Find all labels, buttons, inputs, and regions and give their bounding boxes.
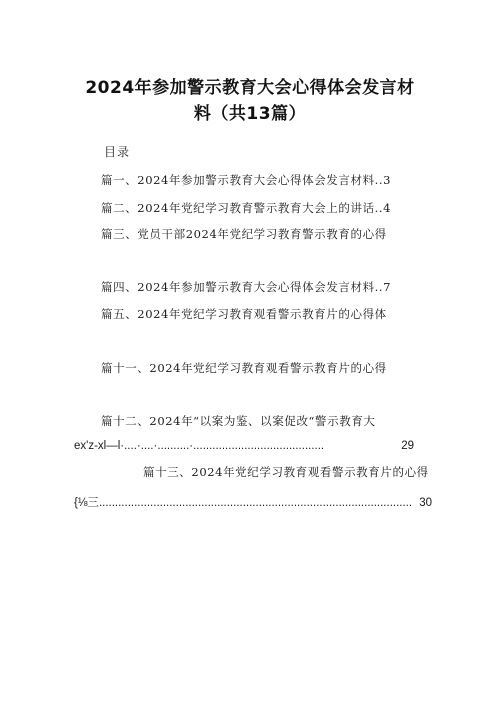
toc-entry-1[interactable]: 篇一、2024年参加警示教育大会心得体会发言材料..3: [101, 173, 392, 187]
toc-entry-13[interactable]: 篇十三、2024年党纪学习教育观看警示教育片的心得: [143, 465, 429, 479]
toc-entry-13-cont-text: {⅛三: [74, 497, 99, 509]
toc-entry-12-page-number: 29: [401, 440, 414, 452]
toc-entry-12-cont-text: ex'z-xl—l: [74, 440, 121, 452]
toc-entry-13-leader-dots: ..................................................................................................: [98, 497, 413, 509]
toc-entry-12[interactable]: 篇十二、2024年“以案为鉴、以案促改“警示教育大: [101, 414, 376, 428]
toc-entry-3[interactable]: 篇三、党员干部2024年党纪学习教育警示教育的心得: [101, 227, 387, 241]
toc-entry-11[interactable]: 篇十一、2024年党纪学习教育观看警示教育片的心得: [101, 361, 387, 375]
toc-entry-2[interactable]: 篇二、2024年党纪学习教育警示教育大会上的讲话..4: [101, 201, 392, 215]
toc-entry-4[interactable]: 篇四、2024年参加警示教育大会心得体会发言材料..7: [101, 280, 392, 294]
toc-entry-12-continuation[interactable]: [74, 440, 414, 452]
toc-entry-13-continuation[interactable]: [74, 494, 432, 510]
toc-entry-12-leader-dots: ·....·....·..........·.........................................: [120, 440, 325, 452]
toc-entry-13-page-number: 30: [419, 497, 432, 509]
toc-heading: 目录: [104, 145, 131, 159]
document-title-line-1: 2024年参加警示教育大会心得体会发言材: [85, 78, 415, 98]
toc-entry-5[interactable]: 篇五、2024年党纪学习教育观看警示教育片的心得体: [101, 307, 387, 321]
document-title-line-2: 料（共13篇）: [193, 104, 307, 124]
